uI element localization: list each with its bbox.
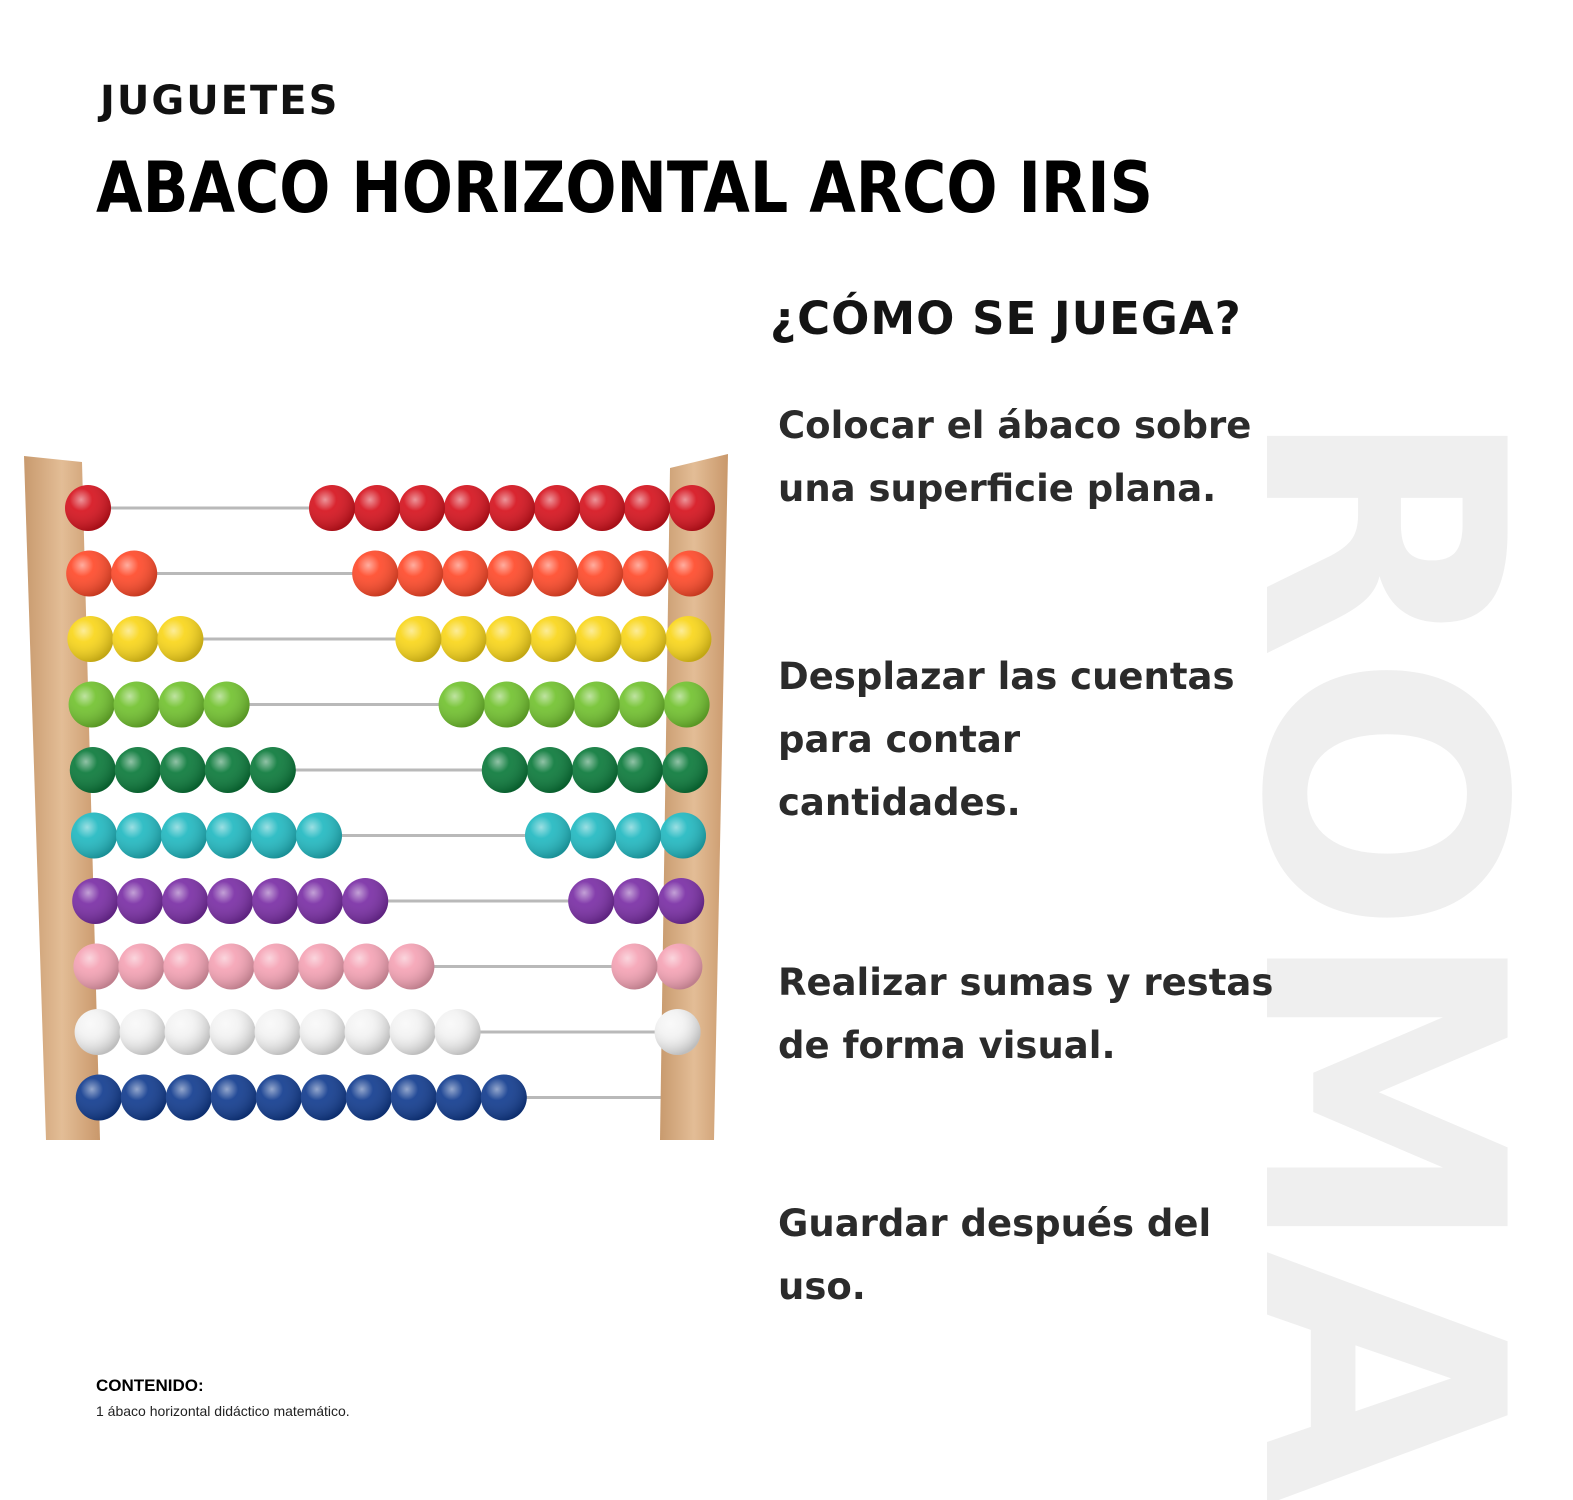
abacus-bead	[72, 878, 118, 924]
abacus-bead	[346, 1075, 392, 1121]
abacus-bead	[390, 1009, 436, 1055]
abacus-bead	[256, 1075, 302, 1121]
abacus-bead	[658, 878, 704, 924]
abacus-bead	[655, 1009, 701, 1055]
abacus-bead	[116, 813, 162, 859]
abacus-bead	[442, 551, 488, 597]
how-to-play-title: ¿CÓMO SE JUEGA?	[770, 292, 1242, 345]
abacus-bead	[250, 747, 296, 793]
abacus-bead	[662, 747, 708, 793]
abacus-bead	[529, 682, 575, 728]
abacus-bead	[343, 944, 389, 990]
abacus-bead	[210, 1009, 256, 1055]
abacus-bead	[484, 682, 530, 728]
abacus-bead	[65, 485, 111, 531]
abacus-bead	[439, 682, 485, 728]
abacus-bead	[300, 1009, 346, 1055]
abacus-bead	[613, 878, 659, 924]
abacus-bead	[527, 747, 573, 793]
abacus-bead	[570, 813, 616, 859]
abacus-bead	[397, 551, 443, 597]
abacus-bead	[66, 551, 112, 597]
abacus-bead	[161, 813, 207, 859]
abacus-image	[20, 440, 740, 1160]
abacus-bead	[656, 944, 702, 990]
abacus-bead	[568, 878, 614, 924]
abacus-bead	[440, 616, 486, 662]
abacus-bead	[534, 485, 580, 531]
abacus-bead	[298, 944, 344, 990]
brand-watermark	[1189, 0, 1573, 1500]
abacus-bead	[444, 485, 490, 531]
step-1-text: Colocar el ábaco sobre una superficie plana.	[778, 404, 1252, 510]
abacus-bead	[669, 485, 715, 531]
abacus-bead	[120, 1009, 166, 1055]
abacus-bead	[660, 813, 706, 859]
abacus-bead	[112, 616, 158, 662]
abacus-bead	[159, 682, 205, 728]
abacus-illustration	[20, 440, 740, 1160]
abacus-bead	[251, 813, 297, 859]
abacus-bead	[309, 485, 355, 531]
abacus-bead	[208, 944, 254, 990]
abacus-bead	[211, 1075, 257, 1121]
contents-label: CONTENIDO:	[96, 1376, 204, 1395]
abacus-bead	[352, 551, 398, 597]
abacus-bead	[391, 1075, 437, 1121]
abacus-bead	[482, 747, 528, 793]
abacus-bead	[114, 682, 160, 728]
abacus-bead	[525, 813, 571, 859]
abacus-bead	[69, 682, 115, 728]
abacus-bead	[667, 551, 713, 597]
abacus-bead	[157, 616, 203, 662]
abacus-bead	[664, 682, 710, 728]
abacus-bead	[399, 485, 445, 531]
abacus-bead	[579, 485, 625, 531]
abacus-bead	[624, 485, 670, 531]
abacus-bead	[160, 747, 206, 793]
abacus-bead	[617, 747, 663, 793]
abacus-bead	[111, 551, 157, 597]
abacus-bead	[165, 1009, 211, 1055]
abacus-bead	[481, 1075, 527, 1121]
abacus-bead	[117, 878, 163, 924]
abacus-bead	[435, 1009, 481, 1055]
abacus-bead	[615, 813, 661, 859]
product-title: ABACO HORIZONTAL ARCO IRIS	[96, 147, 1153, 229]
abacus-bead	[297, 878, 343, 924]
abacus-bead	[532, 551, 578, 597]
abacus-bead	[205, 747, 251, 793]
abacus-bead	[620, 616, 666, 662]
abacus-bead	[252, 878, 298, 924]
abacus-bead	[67, 616, 113, 662]
abacus-bead	[121, 1075, 167, 1121]
abacus-bead	[622, 551, 668, 597]
abacus-bead	[388, 944, 434, 990]
abacus-bead	[73, 944, 119, 990]
abacus-bead	[207, 878, 253, 924]
abacus-bead	[485, 616, 531, 662]
abacus-bead	[255, 1009, 301, 1055]
step-3-text: Realizar sumas y restas de forma visual.	[778, 961, 1274, 1067]
watermark-text: ROMA	[1189, 405, 1573, 1500]
abacus-bead	[487, 551, 533, 597]
abacus-bead	[530, 616, 576, 662]
abacus-bead	[665, 616, 711, 662]
abacus-bead	[75, 1009, 121, 1055]
contents-text: 1 ábaco horizontal didáctico matemático.	[96, 1403, 350, 1419]
abacus-bead	[342, 878, 388, 924]
abacus-bead	[345, 1009, 391, 1055]
step-4-text: Guardar después del uso.	[778, 1202, 1212, 1308]
abacus-bead	[619, 682, 665, 728]
abacus-bead	[166, 1075, 212, 1121]
abacus-bead	[115, 747, 161, 793]
abacus-bead	[395, 616, 441, 662]
abacus-bead	[354, 485, 400, 531]
abacus-bead	[575, 616, 621, 662]
abacus-bead	[70, 747, 116, 793]
abacus-bead	[577, 551, 623, 597]
abacus-bead	[296, 813, 342, 859]
abacus-bead	[572, 747, 618, 793]
abacus-bead	[76, 1075, 122, 1121]
step-2-text: Desplazar las cuentas para contar cantidades.	[778, 655, 1235, 824]
abacus-bead	[118, 944, 164, 990]
abacus-bead	[611, 944, 657, 990]
abacus-bead	[253, 944, 299, 990]
category-label: JUGUETES	[100, 78, 340, 124]
abacus-bead	[204, 682, 250, 728]
abacus-bead	[162, 878, 208, 924]
abacus-bead	[71, 813, 117, 859]
abacus-bead	[206, 813, 252, 859]
abacus-bead	[489, 485, 535, 531]
abacus-bead	[574, 682, 620, 728]
abacus-bead	[436, 1075, 482, 1121]
abacus-bead	[301, 1075, 347, 1121]
abacus-bead	[163, 944, 209, 990]
